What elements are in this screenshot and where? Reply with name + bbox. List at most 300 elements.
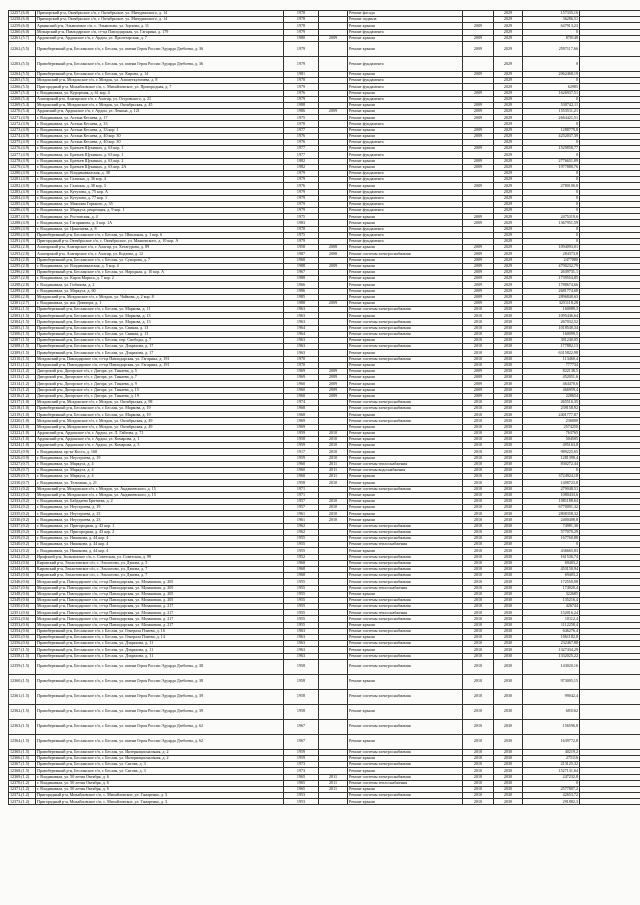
cost-cell: 453150,94 — [523, 566, 580, 572]
work-type-cell: Ремонт крыши — [348, 362, 463, 368]
year-last-repair-cell: 2011 — [319, 774, 348, 780]
row-number: 12259.(6.0) — [9, 23, 36, 29]
year-built-cell: 1960 — [284, 393, 319, 399]
address-cell: Правобережный р-н, Бесланское г/п, г. Беслан, ул. Школьная, д. 1 кор. 6 — [36, 232, 284, 238]
cost-cell: 1788674,66 — [523, 282, 580, 288]
year-built-cell: 1962 — [284, 529, 319, 535]
row-number: 12299.(2.8) — [9, 288, 36, 294]
plan-year-start-cell: 2009 — [463, 115, 494, 121]
work-type-cell: Ремонт системы электроснабжения — [348, 399, 463, 405]
year-built-cell: 1957 — [284, 498, 319, 504]
plan-year-end-cell: 2030 — [494, 424, 523, 430]
cost-cell: 1527131,64 — [523, 768, 580, 774]
address-cell: Правобережный р-н, Бесланское г/п, г. Беслан, ул. Маркова, д. 19 — [36, 412, 284, 418]
row-number: 12285.(4.9) — [9, 201, 36, 207]
year-last-repair-cell: 2009 — [319, 387, 348, 393]
address-cell: г. Владикавказ, ул. Курортная, д. 61 кор. 4 — [36, 90, 284, 96]
year-last-repair-cell: 2010 — [319, 449, 348, 455]
row-number: 12327.(0.7) — [9, 461, 36, 467]
year-last-repair-cell — [319, 734, 348, 749]
row-number: 12305.(1.5) — [9, 325, 36, 331]
year-built-cell: 1980 — [284, 35, 319, 41]
row-number: 12333.(0.2) — [9, 498, 36, 504]
cost-cell: 1081188,64 — [523, 498, 580, 504]
plan-year-end-cell: 2030 — [494, 579, 523, 585]
cost-cell: 1018540,34 — [523, 325, 580, 331]
plan-year-end-cell: 2029 — [494, 276, 523, 282]
work-type-cell: Ремонт системы электроснабжения — [348, 529, 463, 535]
plan-year-start-cell: 2010 — [463, 542, 494, 548]
work-type-cell: Ремонт крыши — [348, 269, 463, 275]
address-cell: г. Владикавказ, ул. Астана Кесаева, д. 33 кор. 1 — [36, 127, 284, 133]
plan-year-end-cell: 2030 — [494, 689, 523, 704]
year-built-cell: 1979 — [284, 189, 319, 195]
work-type-cell: Ремонт крыши — [348, 622, 463, 628]
plan-year-end-cell: 2030 — [494, 768, 523, 774]
year-built-cell: 1964 — [284, 325, 319, 331]
row-number: 12324.(1.0) — [9, 443, 36, 449]
address-cell: Пригородный р-н, Михайловское с/п, с. Михайловское, ул. Гамаренко, д. 3 — [36, 793, 284, 799]
plan-year-end-cell: 2030 — [494, 604, 523, 610]
row-number: 12329.(0.7) — [9, 474, 36, 480]
year-built-cell: 1976 — [284, 183, 319, 189]
work-type-cell: Ремонт системы теплоснабжения — [348, 461, 463, 467]
plan-year-start-cell: 2009 — [463, 220, 494, 226]
cost-cell: 2808358,32 — [523, 511, 580, 517]
year-built-cell: 1963 — [284, 313, 319, 319]
address-cell: Моздокский р-н, Павлодарское с/п, ст-ца Павлодарская, ул. Мозаковаш, д. 217 — [36, 604, 284, 610]
row-number: 12268.(5.4) — [9, 96, 36, 102]
work-type-cell: Ремонт крыши — [348, 109, 463, 115]
cost-cell: 2400408,8 — [523, 517, 580, 523]
year-built-cell: 1959 — [284, 455, 319, 461]
work-type-cell: Ремонт системы электроснабжения — [348, 659, 463, 674]
row-number: 12311.(1.2) — [9, 362, 36, 368]
work-type-cell: Ремонт системы электроснабжения — [348, 523, 463, 529]
plan-year-end-cell: 2030 — [494, 474, 523, 480]
plan-year-start-cell: 2010 — [463, 786, 494, 792]
year-built-cell: 1958 — [284, 674, 319, 689]
address-cell: Моздокский р-н, Павлодарское с/п, ст-ца Павлодарская, ул. Мозаковаш, д. 205 — [36, 591, 284, 597]
row-number: 12273.(4.9) — [9, 127, 36, 133]
address-cell: г. Владикавказ, ул. Маркуса, д. 4 — [36, 467, 284, 473]
plan-year-end-cell: 2029 — [494, 220, 523, 226]
work-type-cell: Ремонт фундамента — [348, 195, 463, 201]
plan-year-end-cell: 2030 — [494, 517, 523, 523]
cost-cell: 777734 — [523, 362, 580, 368]
plan-year-start-cell: 2010 — [463, 362, 494, 368]
plan-year-end-cell: 2030 — [494, 344, 523, 350]
plan-year-end-cell: 2029 — [494, 29, 523, 35]
cost-cell: 2574250 — [523, 424, 580, 430]
plan-year-end-cell: 2029 — [494, 146, 523, 152]
cost-cell: 69403,2 — [523, 573, 580, 579]
plan-year-end-cell: 2030 — [494, 793, 523, 799]
plan-year-end-cell: 2030 — [494, 529, 523, 535]
plan-year-start-cell: 2010 — [463, 799, 494, 805]
work-type-cell: Ремонт системы электроснабжения — [348, 628, 463, 634]
year-last-repair-cell: 2008 — [319, 245, 348, 251]
plan-year-start-cell: 2009 — [463, 387, 494, 393]
year-built-cell: 1955 — [284, 536, 319, 542]
plan-year-end-cell: 2029 — [494, 195, 523, 201]
cost-cell: 265516,35 — [523, 399, 580, 405]
year-last-repair-cell: 2009 — [319, 35, 348, 41]
year-built-cell: 1978 — [284, 78, 319, 84]
plan-year-end-cell: 2029 — [494, 11, 523, 17]
row-number: 12354.(0.6) — [9, 628, 36, 634]
plan-year-end-cell: 2030 — [494, 622, 523, 628]
address-cell: Правобережный р-н, Бесланское г/п, г. Беслан, ул. Дзарахова, д. 11 — [36, 653, 284, 659]
address-cell: г. Владикавказ, ул. Кутузова, д. 77 кор. 1 — [36, 195, 284, 201]
year-built-cell: 1963 — [284, 628, 319, 634]
cost-cell: 135216,4 — [523, 597, 580, 603]
address-cell: Правобережный р-н, Бесланское г/п, г. Беслан, ул. имени Героя России Эдуарда Дзебоева, д. 38 — [36, 659, 284, 674]
plan-year-start-cell: 2010 — [463, 461, 494, 467]
plan-year-end-cell: 2030 — [494, 437, 523, 443]
plan-year-start-cell: 2009 — [463, 263, 494, 269]
address-cell: Правобережный р-н, Бесланское г/п, г. Беслан, ул. Маркова, д. 13 — [36, 319, 284, 325]
plan-year-start-cell: 2010 — [463, 749, 494, 755]
address-cell: Правобережный р-н, Бесланское г/п, г. Беслан, ул. Дзарахова, д. 17 — [36, 350, 284, 356]
address-cell: г. Владикавказ, ул. Астана Кесаева, д. 40 кор. 30 — [36, 133, 284, 139]
work-type-cell: Ремонт системы водоснабжения — [348, 467, 463, 473]
table-row — [9, 674, 640, 689]
work-type-cell: Ремонт системы теплоснабжения — [348, 542, 463, 548]
address-cell: г. Владикавказ, ул. Братьев Щукиных, д. 63 кор. 1 — [36, 146, 284, 152]
cost-cell: 2664421,51 — [523, 115, 580, 121]
cost-cell: 160099,5 — [523, 331, 580, 337]
plan-year-end-cell: 2030 — [494, 492, 523, 498]
work-type-cell: Ремонт фундамента — [348, 140, 463, 146]
year-last-repair-cell — [319, 674, 348, 689]
address-cell: Правобережный р-н, Бесланское г/п, г. Беслан, ул. имени Героя России Эдуарда Дзебоева, д. 62 — [36, 719, 284, 734]
address-cell: Правобережный р-н, Бесланское г/п, г. Беслан, ул. Дзарахова, д. 11 — [36, 647, 284, 653]
year-built-cell: 1958 — [284, 437, 319, 443]
year-built-cell: 1979 — [284, 239, 319, 245]
year-built-cell: 1982 — [284, 158, 319, 164]
plan-year-end-cell: 2029 — [494, 71, 523, 77]
plan-year-start-cell: 2010 — [463, 591, 494, 597]
cost-cell: 452051,6 — [523, 375, 580, 381]
work-type-cell: Ремонт системы теплоснабжения — [348, 585, 463, 591]
cost-cell: 267032,52 — [523, 319, 580, 325]
row-number: 12323.(1.0) — [9, 437, 36, 443]
address-cell: г. Владикавказ, ул. Тельмана, д. 21 — [36, 480, 284, 486]
year-built-cell: 1969 — [284, 375, 319, 381]
address-cell: Ардонский р-н, Ардонское г/п, г. Ардон, ул. Комарова, д. 1 — [36, 437, 284, 443]
address-cell: Правобережный р-н, Бесланское г/п, г. Беслан, ул. имени Героя России Эдуарда Дзебоева, д. 36 — [36, 56, 284, 71]
plan-year-start-cell: 2009 — [463, 251, 494, 257]
work-type-cell: Ремонт системы электроснабжения — [348, 579, 463, 585]
plan-year-start-cell: 2009 — [463, 127, 494, 133]
cost-cell: 10112,4 — [523, 616, 580, 622]
plan-year-start-cell: 2010 — [463, 399, 494, 405]
row-number: 12257.(6.0) — [9, 11, 36, 17]
address-cell: Моздокский р-н, Моздокское г/п, г. Моздок, ул. Октябрьская, д. 49 — [36, 418, 284, 424]
year-last-repair-cell: 2010 — [319, 498, 348, 504]
plan-year-end-cell: 2029 — [494, 282, 523, 288]
cost-cell: 0 — [523, 542, 580, 548]
address-cell: Правобережный р-н, Бесланское г/п, г. Беслан, ул. Кирова, д. 14 — [36, 71, 284, 77]
plan-year-start-cell: 2010 — [463, 548, 494, 554]
plan-year-start-cell: 2009 — [463, 245, 494, 251]
plan-year-start-cell: 2010 — [463, 647, 494, 653]
year-built-cell: 1955 — [284, 579, 319, 585]
address-cell: Кировский р-н, Эльхотовское с/п, с. Эльхотово, ул. Дзиова, д. 5 — [36, 560, 284, 566]
cost-cell: 647913,23 — [523, 23, 580, 29]
row-number: 12349.(0.6) — [9, 597, 36, 603]
row-number: 12315.(1.2) — [9, 387, 36, 393]
plan-year-end-cell: 2030 — [494, 548, 523, 554]
plan-year-start-cell: 2010 — [463, 529, 494, 535]
address-cell: г. Владикавказ, ул. Владикавказская, д. 5 кор. 4 — [36, 263, 284, 269]
cost-cell: 1095446,64 — [523, 313, 580, 319]
address-cell: Моздокский р-н, Павлодарское с/п, ст-ца Павлодарская, ул. Гагарина, д. 191 — [36, 362, 284, 368]
address-cell: Алагирский р-н, Алагирское г/п, г. Алагир, ул. Островского, д. 21 — [36, 96, 284, 102]
row-number: 12340.(0.2) — [9, 542, 36, 548]
year-built-cell: 1955 — [284, 585, 319, 591]
cost-cell: 0 — [523, 467, 580, 473]
plan-year-end-cell: 2029 — [494, 170, 523, 176]
work-type-cell: Ремонт системы электроснабжения — [348, 325, 463, 331]
year-built-cell: 1961 — [284, 517, 319, 523]
year-built-cell: 1960 — [284, 387, 319, 393]
year-built-cell: 1959 — [284, 430, 319, 436]
plan-year-start-cell: 2009 — [463, 393, 494, 399]
work-type-cell: Ремонт крыши — [348, 799, 463, 805]
table-row — [9, 659, 640, 674]
address-cell: Ирафский р-н, Зильгинское с/п, с. Советская, ул. Советская, д. 99 — [36, 554, 284, 560]
row-number: 12289.(4.9) — [9, 226, 36, 232]
row-number: 12267.(5.4) — [9, 90, 36, 96]
cost-cell: 973005,15 — [523, 674, 580, 689]
address-cell: Приморский р-н, Октябрьское с/п, г. Октябрьское, ул. Мичуринского, д. 14 — [36, 11, 284, 17]
table-row — [9, 689, 640, 704]
plan-year-end-cell: 2029 — [494, 269, 523, 275]
address-cell: Моздокский р-н, Павлодарское с/п, ст-ца Павлодарская, ул. Мозаковаш, д. 205 — [36, 585, 284, 591]
row-number: 12321.(1.0) — [9, 424, 36, 430]
year-built-cell: 1969 — [284, 424, 319, 430]
work-type-cell: Ремонт крыши — [348, 387, 463, 393]
work-type-cell: Ремонт системы электроснабжения — [348, 597, 463, 603]
row-number: 12347.(0.6) — [9, 585, 36, 591]
plan-year-start-cell: 2010 — [463, 616, 494, 622]
plan-year-start-cell: 2009 — [463, 282, 494, 288]
address-cell: Правобережный р-н, Бесланское г/п, г. Беслан, ул. имени Героя России Эдуарда Дзебоева, д. 36 — [36, 41, 284, 56]
plan-year-end-cell: 2029 — [494, 78, 523, 84]
plan-year-end-cell: 2030 — [494, 467, 523, 473]
cost-cell: 157335,16 — [523, 11, 580, 17]
year-built-cell: 1969 — [284, 418, 319, 424]
row-number: 12274.(4.9) — [9, 133, 36, 139]
work-type-cell: Ремонт системы электроснабжения — [348, 566, 463, 572]
cost-cell: 291882,3 — [523, 799, 580, 805]
plan-year-start-cell: 2010 — [463, 554, 494, 560]
plan-year-end-cell: 2029 — [494, 183, 523, 189]
work-type-cell: Ремонт крыши — [348, 23, 463, 29]
row-number: 12373.(1.2) — [9, 799, 36, 805]
plan-year-end-cell: 2030 — [494, 734, 523, 749]
work-type-cell: Ремонт фундамента — [348, 201, 463, 207]
cost-cell: 504505 — [523, 437, 580, 443]
year-built-cell: 1974 — [284, 399, 319, 405]
plan-year-end-cell: 2030 — [494, 455, 523, 461]
plan-year-start-cell: 2009 — [463, 146, 494, 152]
address-cell: г. Владикавказ, ул. Карла Маркса, д. 7 кор. 2 — [36, 276, 284, 282]
work-type-cell: Ремонт системы электроснабжения — [348, 604, 463, 610]
plan-year-end-cell: 2029 — [494, 294, 523, 300]
work-type-cell: Ремонт крыши — [348, 635, 463, 641]
cost-cell: 0 — [523, 78, 580, 84]
cost-cell: 40219,2 — [523, 749, 580, 755]
cost-cell: 42653,72 — [523, 793, 580, 799]
plan-year-start-cell: 2010 — [463, 511, 494, 517]
year-built-cell: 1976 — [284, 140, 319, 146]
year-last-repair-cell: 2010 — [319, 455, 348, 461]
year-built-cell: 1962 — [284, 523, 319, 529]
year-built-cell: 1955 — [284, 610, 319, 616]
year-last-repair-cell: 2010 — [319, 437, 348, 443]
plan-year-start-cell: 2010 — [463, 689, 494, 704]
address-cell: Правобережный р-н, Бесланское г/п, г. Беслан, ул. Интернациональная, д. 2 — [36, 749, 284, 755]
row-number: 12266.(5.5) — [9, 84, 36, 90]
plan-year-end-cell: 2030 — [494, 350, 523, 356]
address-cell: Моздокский р-н, Моздокское г/п, г. Моздок, ул. Чайкова, д. 2 кор. 8 — [36, 294, 284, 300]
work-type-cell: Ремонт крыши — [348, 591, 463, 597]
address-cell: г. Владикавказ, ул. Неустроева, д. 19 — [36, 455, 284, 461]
plan-year-start-cell: 2009 — [463, 102, 494, 108]
year-built-cell: 1958 — [284, 704, 319, 719]
row-number: 12359.(1.5) — [9, 659, 36, 674]
year-built-cell: 1970 — [284, 356, 319, 362]
year-last-repair-cell — [319, 56, 348, 71]
cost-cell: 279048,51 — [523, 486, 580, 492]
row-number: 12264.(5.5) — [9, 71, 36, 77]
cost-cell: 0 — [523, 177, 580, 183]
work-type-cell: Ремонт подвала — [348, 17, 463, 23]
address-cell: г. Владикавказ, ул. Никонова, д. 44 кор. 4 — [36, 536, 284, 542]
row-number: 12303.(1.5) — [9, 313, 36, 319]
cost-cell: 436665,83 — [523, 548, 580, 554]
work-type-cell: Ремонт крыши — [348, 220, 463, 226]
cost-cell: 1094093,01 — [523, 245, 580, 251]
plan-year-start-cell: 2010 — [463, 486, 494, 492]
cost-cell: 177882,13 — [523, 344, 580, 350]
year-built-cell: 1966 — [284, 282, 319, 288]
cost-cell: 426744 — [523, 604, 580, 610]
cost-cell: 2401777,87 — [523, 412, 580, 418]
plan-year-end-cell: 2030 — [494, 325, 523, 331]
address-cell: Алагирский р-н, Алагирское г/п, г. Алагир, ул. Хетагурова, д. 89 — [36, 245, 284, 251]
plan-year-start-cell: 2010 — [463, 313, 494, 319]
work-type-cell: Ремонт фундамента — [348, 84, 463, 90]
year-built-cell: 1968 — [284, 573, 319, 579]
work-type-cell: Ремонт крыши — [348, 393, 463, 399]
year-built-cell: 1982 — [284, 164, 319, 170]
plan-year-end-cell: 2030 — [494, 356, 523, 362]
plan-year-end-cell: 2030 — [494, 674, 523, 689]
year-built-cell: 1979 — [284, 84, 319, 90]
plan-year-end-cell: 2030 — [494, 387, 523, 393]
year-built-cell: 1971 — [284, 492, 319, 498]
year-built-cell: 1979 — [284, 29, 319, 35]
cost-cell: 0 — [523, 56, 580, 71]
address-cell: Ардонский р-н, Ардонское г/п, г. Ардон, ул. Ленина, д. 121 — [36, 109, 284, 115]
plan-year-end-cell: 2030 — [494, 585, 523, 591]
plan-year-end-cell: 2030 — [494, 786, 523, 792]
year-built-cell: 1979 — [284, 201, 319, 207]
work-type-cell: Ремонт крыши — [348, 257, 463, 263]
plan-year-start-cell: 2010 — [463, 780, 494, 786]
row-number: 12277.(4.9) — [9, 152, 36, 158]
year-built-cell: 1960 — [284, 474, 319, 480]
address-cell: Правобережный р-н, Бесланское г/п, г. Беслан, ул. Интернациональная, д. 2 — [36, 755, 284, 761]
work-type-cell: Ремонт системы электроснабжения — [348, 616, 463, 622]
plan-year-end-cell: 2030 — [494, 653, 523, 659]
address-cell: Моздокский р-н, Павлодарское с/п, ст-ца Павлодарская, ул. Гагарина, д. 191 — [36, 356, 284, 362]
table-row — [9, 719, 640, 734]
year-last-repair-cell: 2009 — [319, 393, 348, 399]
cost-cell: 236000 — [523, 418, 580, 424]
address-cell: г. Владикавказ, ул. 50 летия Октября, д. 6 — [36, 780, 284, 786]
plan-year-end-cell: 2030 — [494, 375, 523, 381]
plan-year-start-cell: 2010 — [463, 610, 494, 616]
year-built-cell: 1978 — [284, 11, 319, 17]
plan-year-end-cell: 2029 — [494, 115, 523, 121]
work-type-cell: Ремонт крыши — [348, 158, 463, 164]
cost-cell: 2577807,2 — [523, 786, 580, 792]
cost-cell: 530742,11 — [523, 102, 580, 108]
plan-year-end-cell: 2029 — [494, 164, 523, 170]
address-cell: Дигорский р-н, Дигорское г/п, г. Дигора, ул. Тинаева, д. 15 — [36, 387, 284, 393]
address-cell: Дигорский р-н, Дигорское г/п, г. Дигора, ул. Тинаева, д. 9 — [36, 381, 284, 387]
row-number: 12341.(0.2) — [9, 548, 36, 554]
work-type-cell: Ремонт фундамента — [348, 29, 463, 35]
year-last-repair-cell: 2010 — [319, 517, 348, 523]
row-number: 12360.(1.5) — [9, 674, 36, 689]
plan-year-start-cell: 2010 — [463, 734, 494, 749]
plan-year-end-cell: 2030 — [494, 498, 523, 504]
work-type-cell: Ремонт системы электроснабжения — [348, 641, 463, 647]
plan-year-start-cell: 2009 — [463, 133, 494, 139]
address-cell: г. Владикавказ, ул. им. Доватора, д. 1 — [36, 300, 284, 306]
year-last-repair-cell: 2009 — [319, 375, 348, 381]
row-number: 12318.(1.0) — [9, 406, 36, 412]
address-cell: Моздокский р-н, Павлодарское с/п, ст-ца Павлодарская, ул. Мозаковаш, д. 217 — [36, 622, 284, 628]
row-number: 12317.(1.0) — [9, 399, 36, 405]
work-type-cell: Ремонт крыши — [348, 146, 463, 152]
plan-year-start-cell: 2010 — [463, 338, 494, 344]
row-number: 12265.(5.5) — [9, 78, 36, 84]
year-built-cell: 1965 — [284, 774, 319, 780]
plan-year-end-cell: 2030 — [494, 430, 523, 436]
plan-year-start-cell: 2009 — [463, 276, 494, 282]
plan-year-start-cell — [463, 56, 494, 71]
plan-year-start-cell: 2009 — [463, 381, 494, 387]
row-number: 12364.(1.5) — [9, 734, 36, 749]
cost-cell: 4252037,39 — [523, 133, 580, 139]
plan-year-start-cell: 2010 — [463, 449, 494, 455]
row-number: 12306.(1.5) — [9, 331, 36, 337]
year-built-cell: 1978 — [284, 23, 319, 29]
cost-cell: 830272,44 — [523, 461, 580, 467]
work-type-cell: Ремонт системы электроснабжения — [348, 418, 463, 424]
row-number: 12351.(0.6) — [9, 610, 36, 616]
year-built-cell: 1963 — [284, 647, 319, 653]
cost-cell: 2062468,19 — [523, 71, 580, 77]
table-row — [9, 799, 640, 805]
